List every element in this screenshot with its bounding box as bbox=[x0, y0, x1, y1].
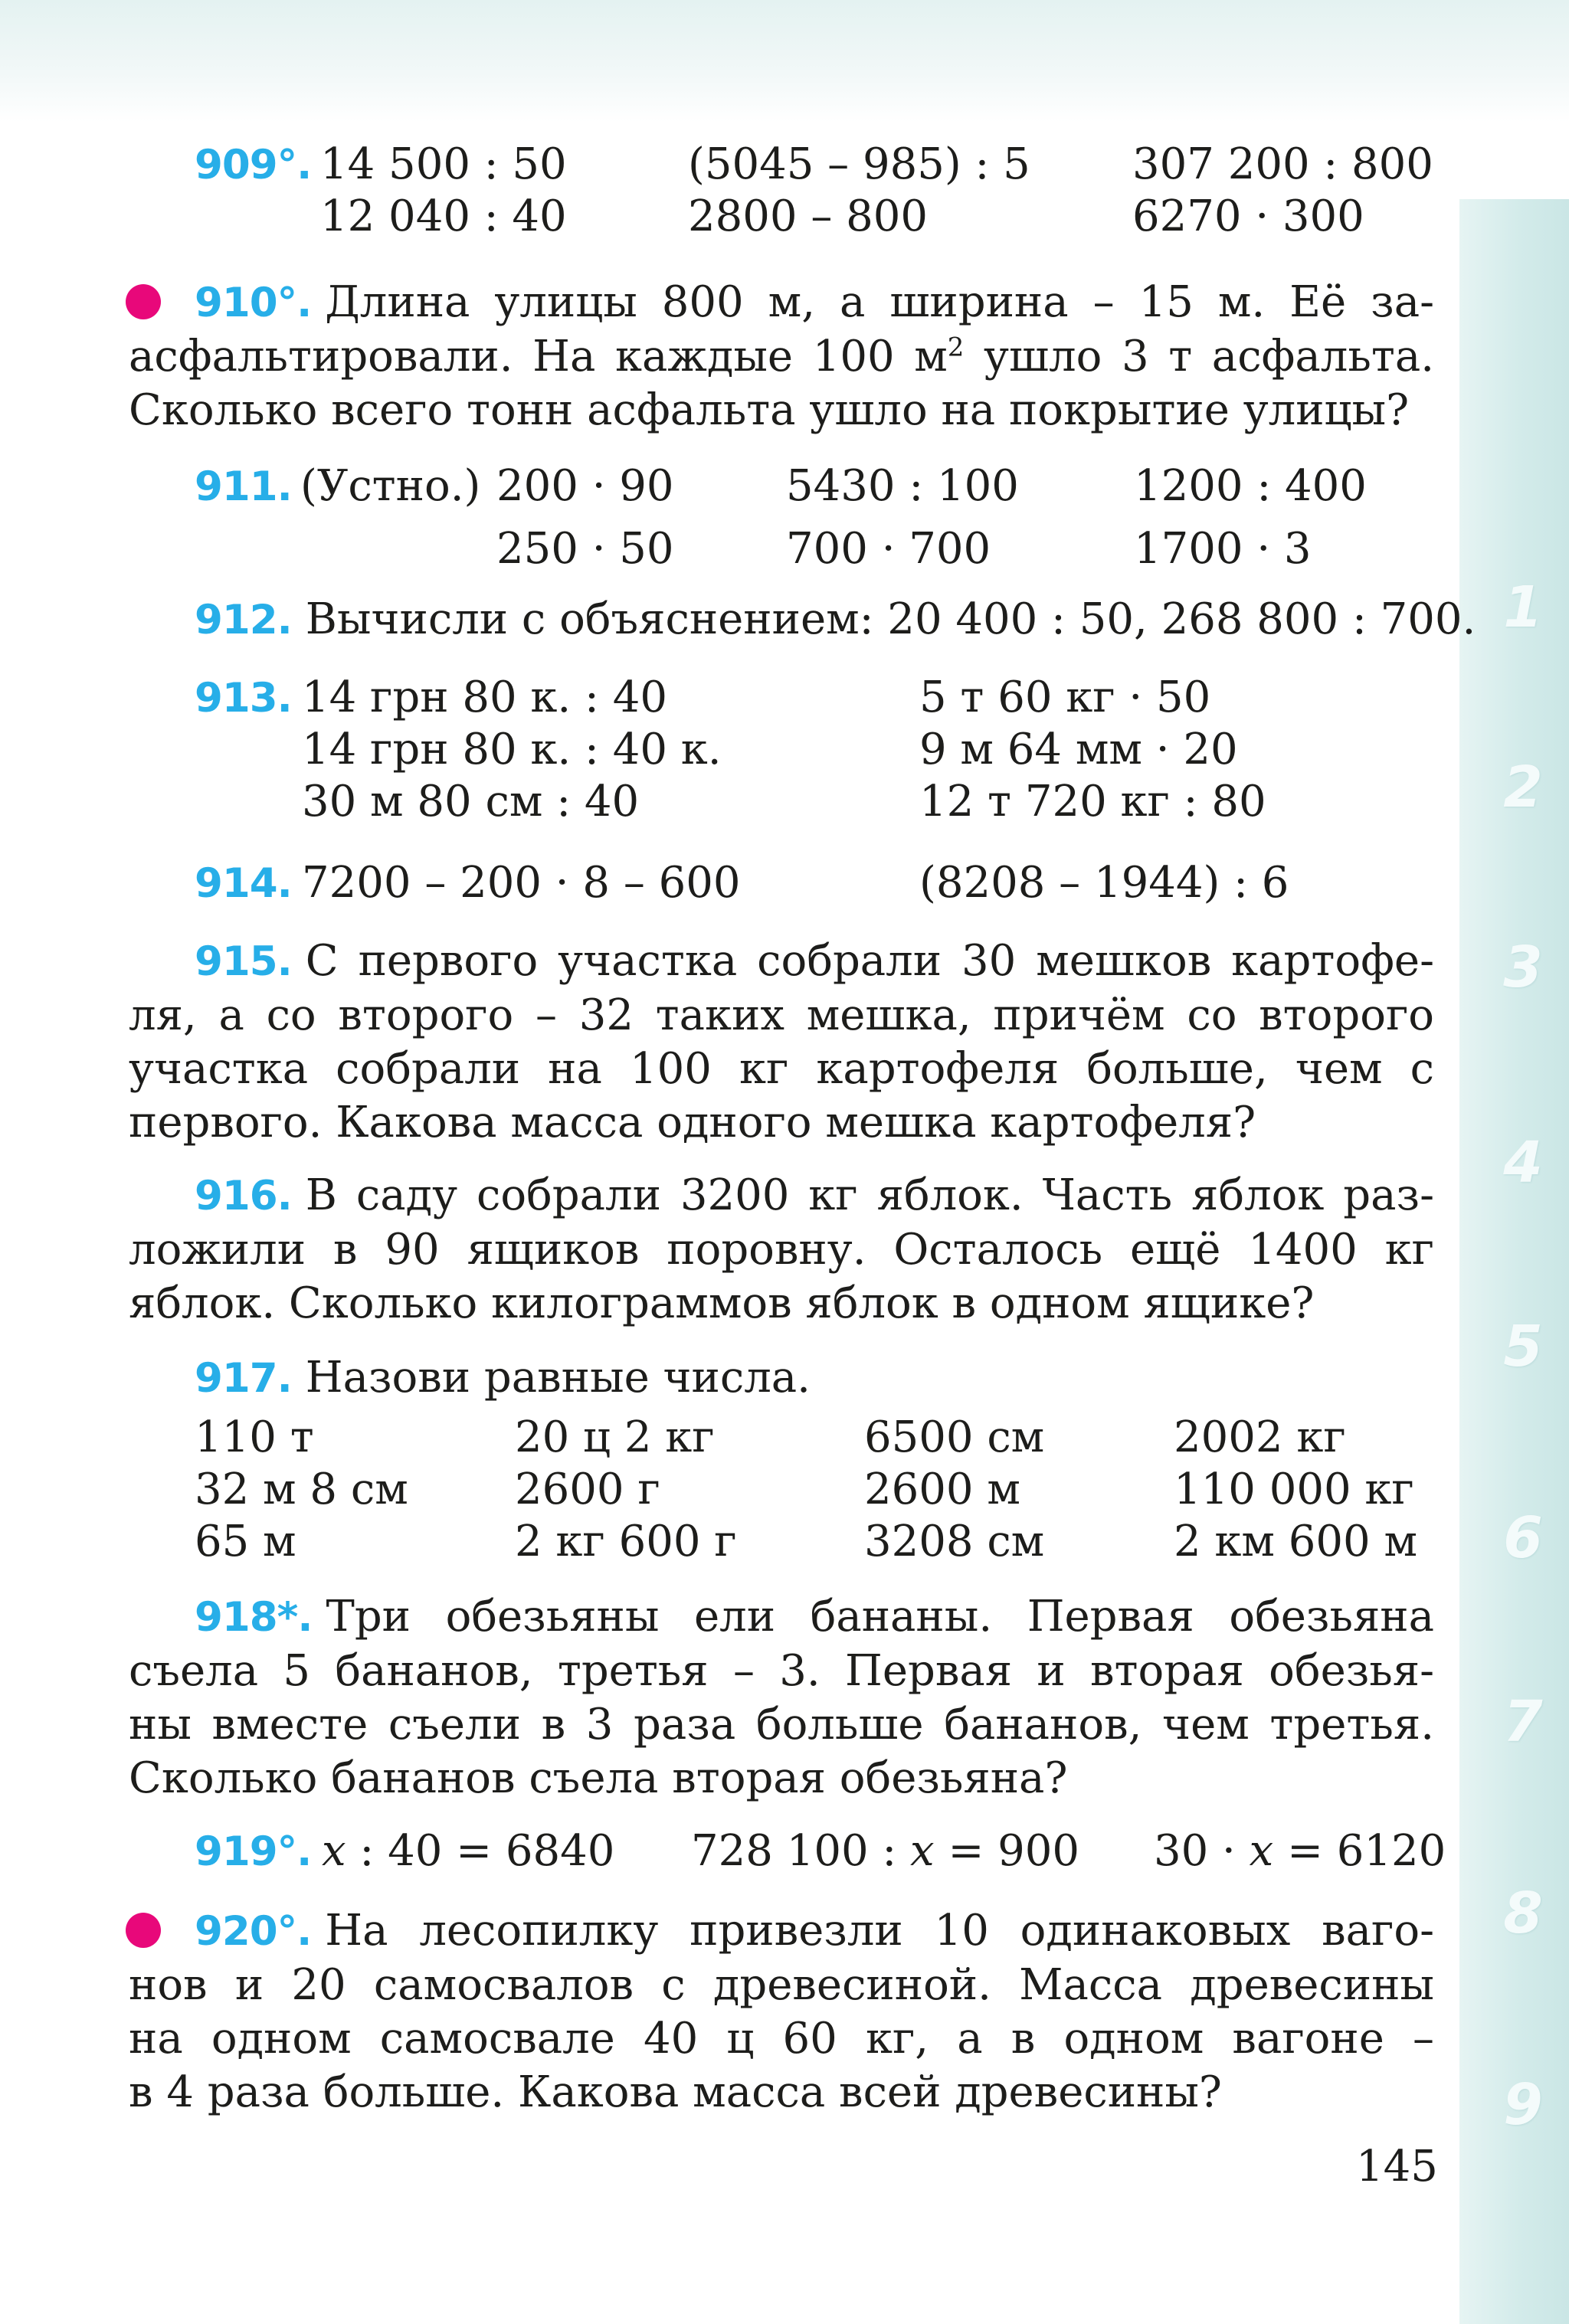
ex920-text bbox=[129, 1904, 1434, 2119]
ex910-number: 910°. bbox=[195, 280, 312, 326]
ex918-line-4: Сколько бананов съела вторая обезьяна? bbox=[129, 1753, 1068, 1803]
page-number: 145 bbox=[1356, 2142, 1438, 2191]
ex917-r2-c3: 2600 м bbox=[864, 1465, 1020, 1514]
ex917-r1-c1: 110 т bbox=[195, 1412, 314, 1462]
ex919-number: 919°. bbox=[195, 1828, 312, 1875]
ex909-r1-c3: 307 200 : 800 bbox=[1132, 139, 1433, 189]
ex909-r2-c1: 12 040 : 40 bbox=[320, 191, 567, 241]
ex919-eq-1: x : 40 = 6840 bbox=[322, 1826, 615, 1876]
ex915-line-1: С первого участка собрали 30 мешков картофе- bbox=[305, 936, 1434, 986]
ex913-left-2: 14 грн 80 к. : 40 к. bbox=[302, 725, 722, 774]
ex920-number: 920°. bbox=[195, 1908, 312, 1955]
chapter-tab-9: 9 bbox=[1503, 2072, 1543, 2138]
ex918-line-1: Три обезьяны ели бананы. Первая обезьяна bbox=[326, 1592, 1434, 1642]
ex913-left-1: 14 грн 80 к. : 40 bbox=[302, 673, 667, 722]
ex913-right-1: 5 т 60 кг · 50 bbox=[919, 673, 1211, 722]
ex914-expr-b: (8208 – 1944) : 6 bbox=[919, 858, 1289, 908]
ex910-line-3: Сколько всего тонн асфальта ушло на покрытие улицы? bbox=[129, 385, 1410, 435]
ex911-r1-c1: 200 · 90 bbox=[496, 461, 674, 511]
ex911-r1-c3: 1200 : 400 bbox=[1134, 461, 1367, 511]
ex909-r2-c3: 6270 · 300 bbox=[1132, 191, 1364, 241]
chapter-tab-2: 2 bbox=[1503, 754, 1543, 820]
chapter-tab-4: 4 bbox=[1503, 1130, 1543, 1196]
ex918-line-2: съела 5 бананов, третья – 3. Первая и вторая обезья- bbox=[129, 1646, 1434, 1696]
ex920-line-2: нов и 20 самосвалов с древесиной. Масса древесины bbox=[129, 1960, 1434, 2010]
chapter-tab-7: 7 bbox=[1503, 1689, 1543, 1755]
ex911-number: 911. bbox=[195, 463, 292, 510]
ex916-line-1: В саду собрали 3200 кг яблок. Часть яблок раз- bbox=[305, 1170, 1434, 1220]
ex909-number: 909°. bbox=[195, 142, 312, 188]
ex913-right-3: 12 т 720 кг : 80 bbox=[919, 777, 1266, 826]
ex917-r2-c2: 2600 г bbox=[515, 1465, 660, 1514]
ex914-expr-a: 7200 – 200 · 8 – 600 bbox=[302, 858, 741, 908]
ex916-line-3: яблок. Сколько килограммов яблок в одном ящике? bbox=[129, 1278, 1315, 1328]
ex920-line-4: в 4 раза больше. Какова масса всей древесины? bbox=[129, 2067, 1222, 2117]
chapter-tab-3: 3 bbox=[1503, 935, 1543, 1000]
ex911-prefix: (Устно.) bbox=[300, 461, 481, 511]
ex916-number: 916. bbox=[195, 1173, 292, 1219]
ex919-eq-3: 30 · x = 6120 bbox=[1154, 1826, 1446, 1876]
ex919-eq-2: 728 100 : x = 900 bbox=[691, 1826, 1080, 1876]
ex917-r2-c4: 110 000 кг bbox=[1174, 1465, 1414, 1514]
ex912: 912. Вычисли с объяснением: 20 400 : 50, 268 800 : 700. bbox=[195, 594, 1476, 644]
chapter-tab-8: 8 bbox=[1503, 1880, 1543, 1946]
ex920-line-3: на одном самосвале 40 ц 60 кг, а в одном вагоне – bbox=[129, 2014, 1434, 2064]
ex917-r1-c2: 20 ц 2 кг bbox=[515, 1412, 715, 1462]
ex910-text bbox=[129, 276, 1434, 437]
ex911-r2-c2: 700 · 700 bbox=[786, 524, 991, 574]
ex911-r2-c3: 1700 · 3 bbox=[1134, 524, 1312, 574]
ex920-line-1: На лесопилку привезли 10 одинаковых ваго- bbox=[325, 1906, 1434, 1956]
ex911-r2-c1: 250 · 50 bbox=[496, 524, 674, 574]
ex915-number: 915. bbox=[195, 938, 292, 985]
ex910-line-1: Длина улицы 800 м, а ширина – 15 м. Её за- bbox=[325, 277, 1434, 327]
ex909-r2-c2: 2800 – 800 bbox=[688, 191, 929, 241]
ex917-r1-c4: 2002 кг bbox=[1174, 1412, 1346, 1462]
ex917: 917. Назови равные числа. bbox=[195, 1353, 811, 1403]
ex918-line-3: ны вместе съели в 3 раза больше бананов, чем третья. bbox=[129, 1700, 1434, 1750]
ex915-line-2: ля, а со второго – 32 таких мешка, причём со второго bbox=[129, 990, 1434, 1040]
ex915-line-4: первого. Какова масса одного мешка картофеля? bbox=[129, 1098, 1256, 1147]
ex916-text bbox=[129, 1169, 1434, 1331]
ex913-left-3: 30 м 80 см : 40 bbox=[302, 777, 640, 826]
ex917-r2-c1: 32 м 8 см bbox=[195, 1465, 408, 1514]
ex917-text: Назови равные числа. bbox=[305, 1353, 811, 1403]
ex911-r1-c2: 5430 : 100 bbox=[786, 461, 1019, 511]
ex912-text: Вычисли с объяснением: 20 400 : 50, 268 800 : 700. bbox=[305, 594, 1476, 644]
ex917-r3-c2: 2 кг 600 г bbox=[515, 1517, 737, 1566]
ex909-r1-c1: 14 500 : 50 bbox=[320, 139, 567, 189]
ex917-r3-c4: 2 км 600 м bbox=[1174, 1517, 1418, 1566]
ex915-line-3: участка собрали на 100 кг картофеля больше, чем с bbox=[129, 1044, 1434, 1094]
ex917-r3-c3: 3208 см bbox=[864, 1517, 1045, 1566]
ex910-line-2: асфальтировали. На каждые 100 $м^2$ ушло 3 т асфальта. bbox=[129, 332, 1434, 381]
ex915-text bbox=[129, 935, 1434, 1150]
ex916-line-2: ложили в 90 ящиков поровну. Осталось ещё 1400 кг bbox=[129, 1225, 1434, 1275]
ex913-number: 913. bbox=[195, 675, 292, 722]
ex918-number: 918*. bbox=[195, 1594, 313, 1641]
chapter-tab-6: 6 bbox=[1503, 1505, 1543, 1571]
ex918-text bbox=[129, 1590, 1434, 1805]
chapter-tab-1: 1 bbox=[1503, 574, 1543, 640]
ex913-right-2: 9 м 64 мм · 20 bbox=[919, 725, 1238, 774]
ex917-r3-c1: 65 м bbox=[195, 1517, 296, 1566]
ex914-number: 914. bbox=[195, 860, 292, 907]
chapter-tab-5: 5 bbox=[1503, 1314, 1543, 1380]
ex909-r1-c2: (5045 – 985) : 5 bbox=[688, 139, 1030, 189]
top-band bbox=[0, 0, 1569, 123]
chapter-tab-strip bbox=[1459, 199, 1569, 2324]
ex917-r1-c3: 6500 см bbox=[864, 1412, 1045, 1462]
